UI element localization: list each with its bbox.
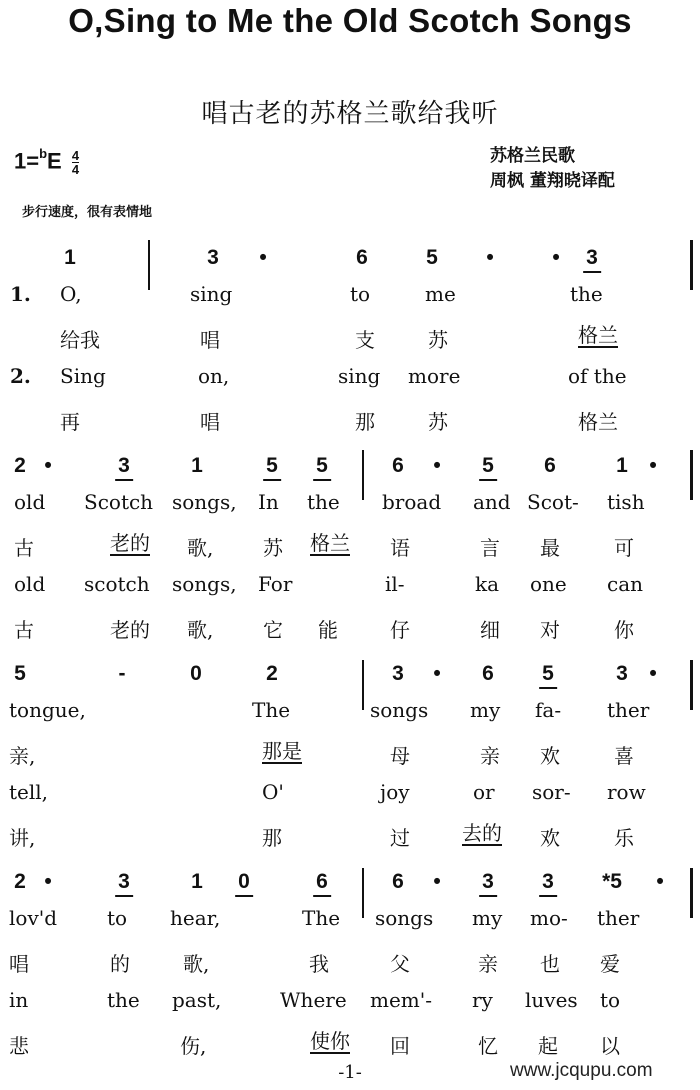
lyric-english: ther [607,698,650,722]
jianpu-note: 2 [266,662,278,685]
jianpu-note: 0 [238,870,250,893]
jianpu-note: 3 [118,454,130,477]
lyric-english: songs, [172,490,237,514]
lyric-english: broad [382,490,442,514]
jianpu-note: 6 [392,454,404,477]
lyric-english: ther [597,906,640,930]
jianpu-note: 5 [482,454,494,477]
lyric-chinese: 伤, [180,1034,207,1058]
lyric-english: one [530,572,567,596]
jianpu-note: • [44,454,52,477]
jianpu-note: 6 [482,662,494,685]
jianpu-note: 3 [118,870,130,893]
lyric-chinese: 最 [540,536,560,560]
jianpu-note: 6 [316,870,328,893]
lyric-chinese: 苏 [263,536,283,560]
lyric-chinese: 爱 [600,952,620,976]
lyric-chinese: 父 [390,952,410,976]
lyric-english: Scot- [527,490,579,514]
lyric-english: to [107,906,128,930]
lyric-chinese: 老的 [110,531,150,555]
bar-line [690,868,693,918]
lyric-english: in [9,988,29,1012]
lyric-chinese: 古 [14,536,34,560]
jianpu-note: 5 [316,454,328,477]
lyric-english: songs [375,906,434,930]
lyric-english: me [425,282,456,306]
lyric-chinese: 起 [538,1034,558,1058]
lyric-english: more [408,364,461,388]
lyric-english: on, [198,364,230,388]
jianpu-note: 3 [586,246,598,269]
lyric-english: of the [568,364,627,388]
lyric-chinese: 过 [390,826,410,850]
lyric-chinese: 语 [390,536,410,560]
lyric-english: The [252,698,291,722]
jianpu-note: 1 [191,870,203,893]
lyric-chinese: 格兰 [578,323,618,347]
tempo-marking: 步行速度，很有表情地 [22,205,153,220]
jianpu-note: *5 [602,870,622,893]
lyric-chinese: 欢 [540,826,560,850]
lyric-chinese: 回 [390,1034,410,1058]
lyric-english: tongue, [9,698,86,722]
jianpu-note: 6 [544,454,556,477]
bar-line [690,240,693,290]
lyric-chinese: 忆 [478,1034,498,1058]
key-flat: b [39,146,48,161]
jianpu-note: 1 [191,454,203,477]
lyric-chinese: 可 [614,536,634,560]
jianpu-note: • [552,246,560,269]
lyric-english: and [473,490,511,514]
lyric-chinese: 对 [540,618,560,642]
lyric-chinese: 格兰 [310,531,350,555]
lyric-english: or [473,780,495,804]
lyric-chinese: 格兰 [578,410,618,434]
jianpu-note: 1 [64,246,76,269]
lyric-chinese: 再 [60,410,80,434]
lyric-english: fa- [535,698,562,722]
title-english: O,Sing to Me the Old Scotch Songs [68,2,632,39]
bar-line [362,868,364,918]
lyric-english: to [350,282,371,306]
lyric-english: row [607,780,646,804]
jianpu-note: • [433,870,441,893]
jianpu-note: • [486,246,494,269]
time-signature [72,149,79,176]
lyric-chinese: 亲, [9,744,36,768]
lyric-chinese: 那是 [262,739,302,763]
lyric-chinese: 它 [263,618,283,642]
lyric-english: Sing [60,364,106,388]
lyric-english: ry [472,988,493,1012]
jianpu-note: 5 [14,662,26,685]
time-numerator: 4 [71,148,80,164]
verse-number: 2. [10,364,31,388]
bar-line [690,450,693,500]
lyric-chinese: 母 [390,744,410,768]
lyric-english: lov'd [9,906,58,930]
jianpu-note: 3 [392,662,404,685]
jianpu-note: 5 [266,454,278,477]
bar-line [690,660,693,710]
jianpu-note: • [649,662,657,685]
lyric-english: In [258,490,279,514]
jianpu-note: 1 [616,454,628,477]
lyric-english: O, [60,282,82,306]
lyric-english: sor- [532,780,571,804]
lyric-chinese: 亲 [480,744,500,768]
lyric-chinese: 亲 [478,952,498,976]
lyric-english: sing [190,282,233,306]
lyric-chinese: 去的 [462,821,502,845]
jianpu-note: • [433,662,441,685]
lyric-chinese: 老的 [110,618,150,642]
lyric-chinese: 以 [600,1034,620,1058]
jianpu-note: • [649,454,657,477]
key-note: E [47,148,62,174]
bar-line [362,450,364,500]
lyric-chinese: 我 [309,952,329,976]
lyric-chinese: 支 [355,328,375,352]
lyric-chinese: 言 [480,536,500,560]
bar-line [362,660,364,710]
lyric-english: The [302,906,341,930]
lyric-english: O' [262,780,284,804]
lyric-english: old [14,490,46,514]
lyric-english: songs [370,698,429,722]
lyric-chinese: 唱 [9,952,29,976]
lyric-chinese: 你 [614,618,634,642]
lyric-english: to [600,988,621,1012]
lyric-chinese: 苏 [428,328,448,352]
lyric-chinese: 歌, [183,952,210,976]
lyric-chinese: 唱 [200,328,220,352]
title-chinese: 唱古老的苏格兰歌给我听 [201,99,499,129]
jianpu-note: 3 [542,870,554,893]
bar-line [148,240,150,290]
lyric-english: the [107,988,140,1012]
lyric-chinese: 唱 [200,410,220,434]
jianpu-note: - [118,662,126,685]
jianpu-note: 0 [190,662,202,685]
lyric-english: Scotch [84,490,154,514]
page-number: -1- [338,1062,362,1083]
lyric-english: sing [338,364,381,388]
lyric-english: can [607,572,644,596]
translators: 周枫 董翔晓译配 [490,171,615,191]
lyric-english: old [14,572,46,596]
lyric-english: past, [172,988,222,1012]
lyric-english: joy [380,780,410,804]
lyric-chinese: 的 [110,952,130,976]
jianpu-note: 5 [426,246,438,269]
lyric-english: scotch [84,572,150,596]
lyric-chinese: 乐 [614,826,634,850]
lyric-english: my [470,698,501,722]
lyric-english: For [258,572,293,596]
lyric-english: hear, [170,906,221,930]
lyric-chinese: 使你 [310,1029,350,1053]
verse-number: 1. [10,282,31,306]
lyric-english: mo- [530,906,568,930]
jianpu-note: • [44,870,52,893]
jianpu-note: 3 [616,662,628,685]
jianpu-note: 6 [392,870,404,893]
lyric-chinese: 歌, [187,618,214,642]
lyric-chinese: 给我 [60,328,100,352]
jianpu-note: • [259,246,267,269]
lyric-english: tish [607,490,645,514]
key-prefix: 1= [14,148,40,174]
time-denominator: 4 [71,162,80,178]
lyric-chinese: 也 [540,952,560,976]
lyric-chinese: 讲, [9,826,36,850]
lyric-english: tell, [9,780,49,804]
lyric-english: songs, [172,572,237,596]
lyric-chinese: 歌, [187,536,214,560]
lyric-chinese: 那 [355,410,375,434]
jianpu-note: • [656,870,664,893]
lyric-english: Where [280,988,347,1012]
jianpu-note: • [433,454,441,477]
jianpu-note: 3 [207,246,219,269]
watermark: www.jcqupu.com [510,1060,653,1081]
lyric-chinese: 悲 [9,1034,29,1058]
song-origin: 苏格兰民歌 [490,146,575,166]
lyric-english: the [307,490,340,514]
lyric-chinese: 古 [14,618,34,642]
lyric-chinese: 能 [318,618,338,642]
lyric-chinese: 那 [262,826,282,850]
lyric-chinese: 欢 [540,744,560,768]
jianpu-note: 6 [356,246,368,269]
lyric-chinese: 喜 [614,744,634,768]
lyric-english: il- [385,572,405,596]
jianpu-note: 2 [14,454,26,477]
lyric-english: mem'- [370,988,433,1012]
lyric-english: the [570,282,603,306]
lyric-english: my [472,906,503,930]
lyric-english: luves [525,988,578,1012]
jianpu-note: 5 [542,662,554,685]
lyric-chinese: 细 [480,618,500,642]
jianpu-note: 2 [14,870,26,893]
lyric-chinese: 仔 [390,618,410,642]
key-signature [14,148,79,176]
lyric-english: ka [475,572,500,596]
lyric-chinese: 苏 [428,410,448,434]
jianpu-note: 3 [482,870,494,893]
